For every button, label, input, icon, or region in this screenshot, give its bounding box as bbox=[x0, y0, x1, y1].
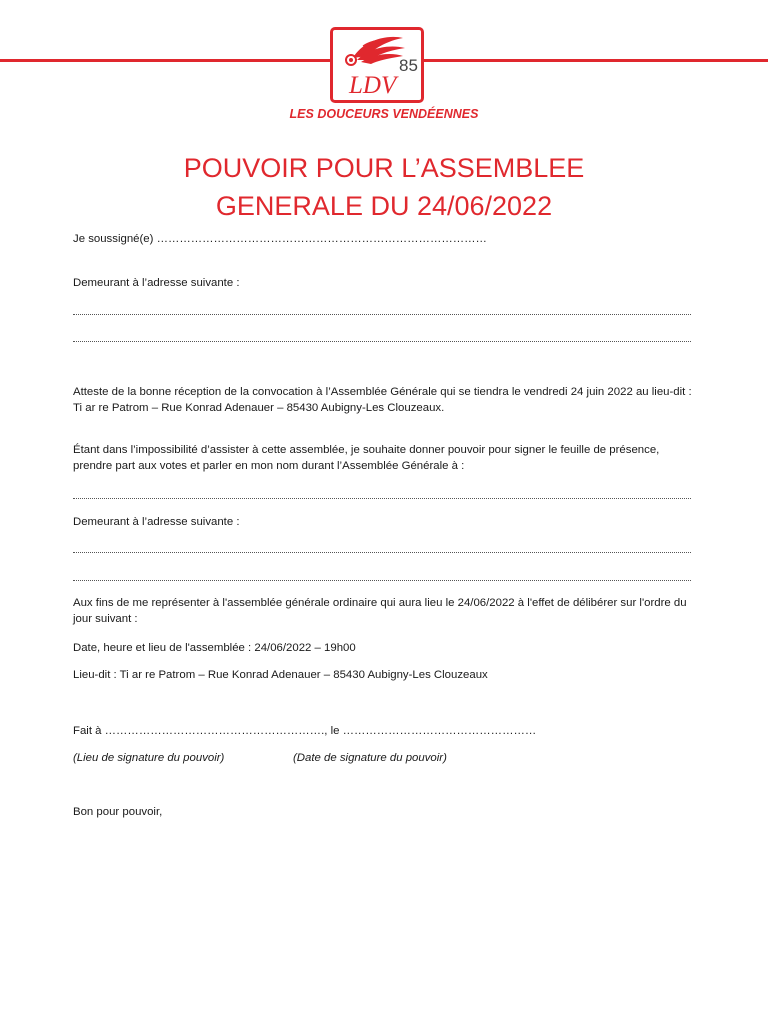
logo-lettering: LDV bbox=[349, 72, 397, 99]
signature-date-hint: (Date de signature du pouvoir) bbox=[293, 752, 447, 764]
purpose-paragraph: Aux fins de me représenter à l'assemblée générale ordinaire qui aura lieu le 24/06/2022 à l'effet de délibérer sur l'ordre du jour suivant : bbox=[73, 597, 687, 625]
bon-pour-pouvoir: Bon pour pouvoir, bbox=[73, 806, 163, 818]
impossibility-paragraph: Étant dans l’impossibilité d’assister à cette assemblée, je souhaite donner pouvoir pour signer le feuille de présence, prendre part aux votes et parler en mon nom durant l’Assemblée Générale à : bbox=[73, 444, 660, 472]
address-line-2[interactable] bbox=[73, 341, 691, 342]
proxy-address-line-1[interactable] bbox=[73, 552, 691, 553]
signature-place-hint: (Lieu de signature du pouvoir) bbox=[73, 752, 225, 764]
meeting-location: Lieu-dit : Ti ar re Patrom – Rue Konrad Adenauer – 85430 Aubigny-Les Clouzeaux bbox=[73, 669, 488, 681]
header-rule-left bbox=[0, 59, 330, 62]
proxy-address-line-2[interactable] bbox=[73, 580, 691, 581]
title-line-1: POUVOIR POUR L’ASSEMBLEE bbox=[183, 153, 585, 183]
address-label-1: Demeurant à l’adresse suivante : bbox=[73, 277, 240, 289]
soussigne-field[interactable]: Je soussigné(e) …………………………………………………………………………… bbox=[73, 233, 487, 245]
meeting-datetime: Date, heure et lieu de l'assemblée : 24/06/2022 – 19h00 bbox=[73, 642, 356, 654]
logo-number: 85 bbox=[399, 56, 418, 75]
proxy-name-line[interactable] bbox=[73, 498, 691, 499]
signature-place-date-field[interactable]: Fait à …………………………………………………., le …………………………………………… bbox=[73, 725, 537, 737]
page-title bbox=[0, 149, 768, 225]
brand-name: LES DOUCEURS VENDÉENNES bbox=[289, 107, 479, 121]
address-line-1[interactable] bbox=[73, 314, 691, 315]
company-logo bbox=[330, 27, 424, 103]
title-line-2: GENERALE DU 24/06/2022 bbox=[215, 191, 553, 221]
header-rule-right bbox=[424, 59, 768, 62]
attestation-paragraph: Atteste de la bonne réception de la convocation à l’Assemblée Générale qui se tiendra le vendredi 24 juin 2022 au lieu-dit : Ti ar re Patrom – Rue Konrad Adenauer – 85430 Aubigny-Les Clouzeaux. bbox=[73, 386, 692, 414]
address-label-2: Demeurant à l’adresse suivante : bbox=[73, 516, 240, 528]
